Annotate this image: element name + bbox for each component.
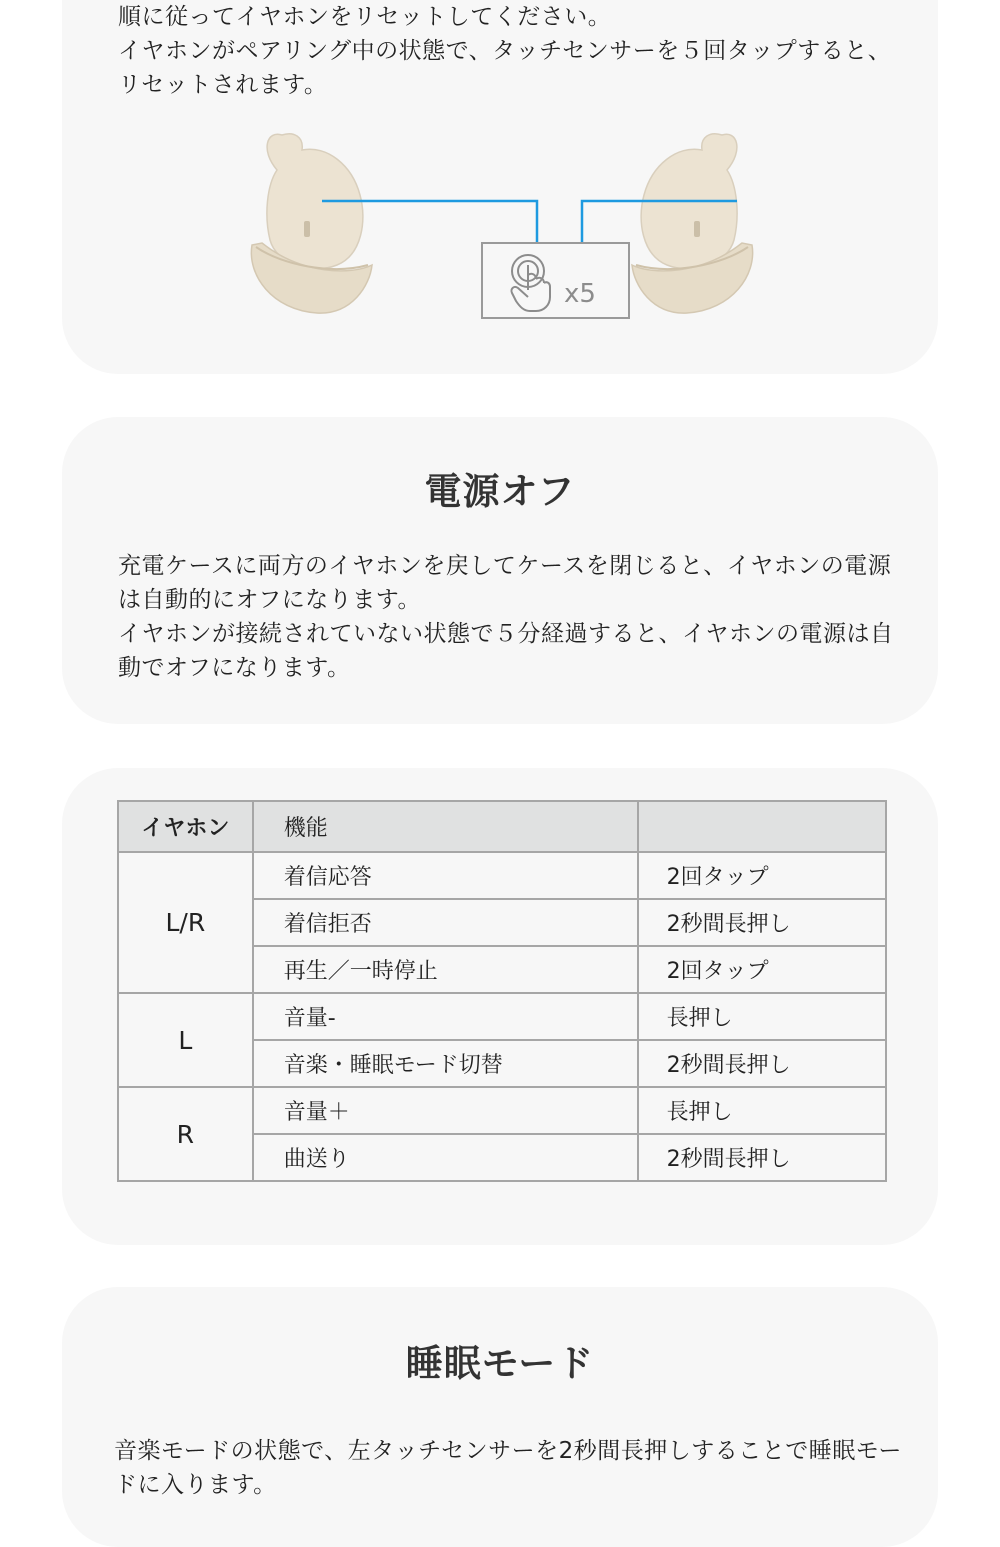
power-off-title: 電源オフ — [424, 470, 576, 513]
earbud-cell-r: R — [118, 1087, 253, 1181]
function-cell: 音楽・睡眠モード切替 — [253, 1040, 638, 1087]
sleep-mode-card — [62, 1287, 938, 1547]
function-cell: 曲送り — [253, 1134, 638, 1181]
power-off-paragraph-1: 充電ケースに両方のイヤホンを戻してケースを閉じると、イヤホンの電源は自動的にオフになります。 — [118, 553, 892, 613]
earbud-touch-illustration — [242, 125, 762, 320]
table-header-row — [118, 801, 886, 852]
sleep-mode-title: 睡眠モード — [405, 1342, 595, 1385]
table-row — [118, 1087, 886, 1134]
operation-cell: 2秒間長押し — [638, 899, 886, 946]
right-earbud-image — [632, 134, 753, 313]
function-cell: 音量＋ — [253, 1087, 638, 1134]
table-row — [118, 852, 886, 899]
sleep-mode-description — [114, 1434, 904, 1502]
reset-instructions — [118, 0, 898, 102]
reset-card — [62, 0, 938, 374]
header-function: 機能 — [253, 801, 638, 852]
header-earbud: イヤホン — [118, 801, 253, 852]
reset-paragraph-2: イヤホンがペアリング中の状態で、タッチセンサーを５回タップすると、リセットされます。 — [118, 38, 892, 98]
earbud-cell-l: L — [118, 993, 253, 1087]
function-cell: 着信応答 — [253, 852, 638, 899]
operation-cell: 2回タップ — [638, 946, 886, 993]
operation-cell: 2秒間長押し — [638, 1040, 886, 1087]
operation-cell: 2秒間長押し — [638, 1134, 886, 1181]
sleep-mode-paragraph-1: 音楽モードの状態で、左タッチセンサーを2秒間長押しすることで睡眠モードに入ります。 — [114, 1438, 902, 1498]
reset-paragraph-1: 順に従ってイヤホンをリセットしてください。 — [118, 4, 612, 30]
operation-cell: 2回タップ — [638, 852, 886, 899]
function-cell: 着信拒否 — [253, 899, 638, 946]
header-operation — [638, 801, 886, 852]
operation-cell: 長押し — [638, 993, 886, 1040]
power-off-description — [118, 549, 898, 685]
function-cell: 音量- — [253, 993, 638, 1040]
power-off-paragraph-2: イヤホンが接続されていない状態で５分経過すると、イヤホンの電源は自動でオフになります。 — [118, 621, 894, 681]
controls-table-card — [62, 768, 938, 1245]
operation-cell: 長押し — [638, 1087, 886, 1134]
left-earbud-image — [251, 134, 372, 313]
function-cell: 再生／一時停止 — [253, 946, 638, 993]
earbud-cell-lr: L/R — [118, 852, 253, 993]
tap-count-label: x5 — [564, 279, 596, 309]
tap-instruction-box — [482, 243, 629, 318]
power-off-card — [62, 417, 938, 724]
controls-table — [117, 800, 887, 1182]
table-row — [118, 993, 886, 1040]
